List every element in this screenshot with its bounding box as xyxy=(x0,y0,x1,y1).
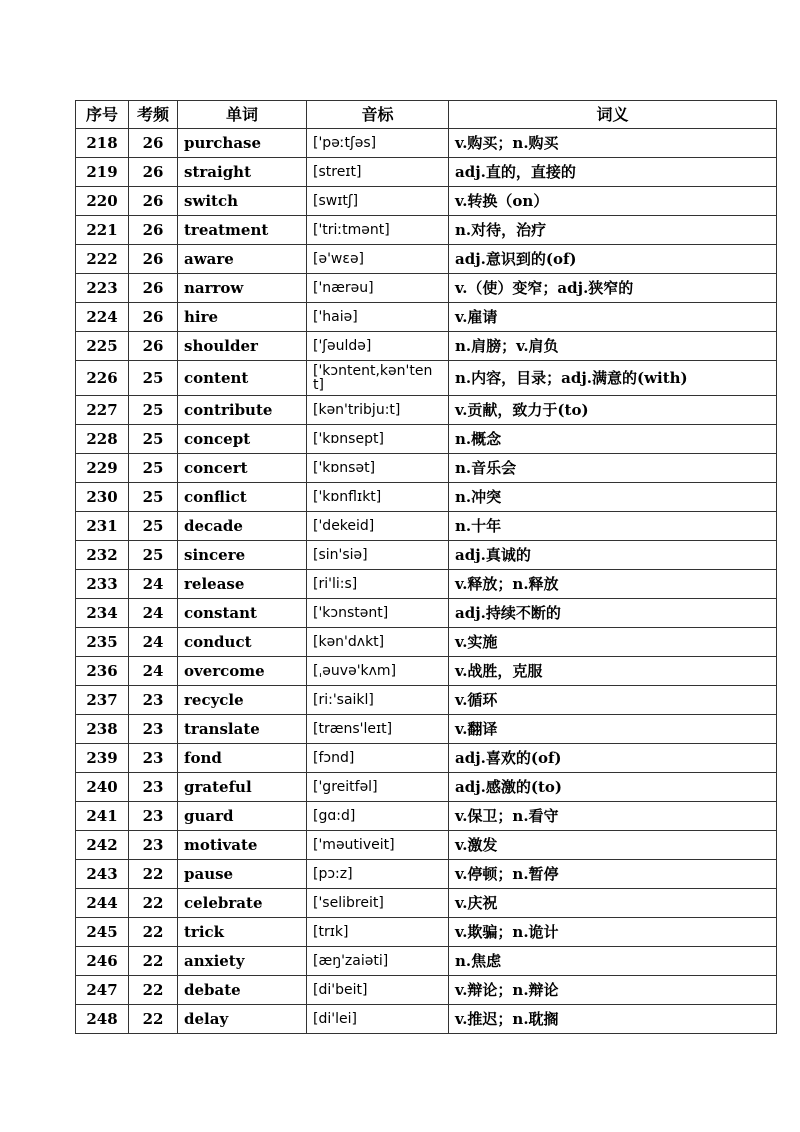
cell-word: release xyxy=(178,570,307,599)
cell-freq: 23 xyxy=(129,773,178,802)
cell-ipa: [kən'dʌkt] xyxy=(307,628,449,657)
table-row xyxy=(76,425,777,454)
cell-word: constant xyxy=(178,599,307,628)
table-row xyxy=(76,396,777,425)
cell-freq: 24 xyxy=(129,570,178,599)
cell-ipa: ['pəːtʃəs] xyxy=(307,129,449,158)
cell-num: 229 xyxy=(76,454,129,483)
cell-ipa: [di'beit] xyxy=(307,976,449,1005)
cell-word: motivate xyxy=(178,831,307,860)
table-row xyxy=(76,129,777,158)
header-ipa: 音标 xyxy=(307,101,449,129)
cell-freq: 25 xyxy=(129,483,178,512)
cell-ipa: [ˌəuvə'kʌm] xyxy=(307,657,449,686)
cell-num: 227 xyxy=(76,396,129,425)
cell-freq: 26 xyxy=(129,245,178,274)
cell-freq: 22 xyxy=(129,860,178,889)
cell-word: content xyxy=(178,361,307,396)
table-row xyxy=(76,860,777,889)
cell-freq: 26 xyxy=(129,332,178,361)
table-row xyxy=(76,454,777,483)
table-row xyxy=(76,570,777,599)
cell-meaning: n.十年 xyxy=(449,512,777,541)
cell-freq: 26 xyxy=(129,158,178,187)
table-header xyxy=(76,101,777,129)
cell-num: 246 xyxy=(76,947,129,976)
cell-num: 234 xyxy=(76,599,129,628)
cell-meaning: n.内容，目录；adj.满意的(with) xyxy=(449,361,777,396)
table-row xyxy=(76,361,777,396)
cell-freq: 22 xyxy=(129,889,178,918)
cell-meaning: v.实施 xyxy=(449,628,777,657)
cell-num: 223 xyxy=(76,274,129,303)
cell-ipa: [ə'wɛə] xyxy=(307,245,449,274)
cell-num: 221 xyxy=(76,216,129,245)
cell-word: debate xyxy=(178,976,307,1005)
table-row xyxy=(76,715,777,744)
cell-word: grateful xyxy=(178,773,307,802)
cell-meaning: v.激发 xyxy=(449,831,777,860)
table-row xyxy=(76,332,777,361)
cell-freq: 24 xyxy=(129,657,178,686)
cell-meaning: n.肩膀；v.肩负 xyxy=(449,332,777,361)
cell-num: 230 xyxy=(76,483,129,512)
header-num: 序号 xyxy=(76,101,129,129)
cell-freq: 24 xyxy=(129,628,178,657)
table-row xyxy=(76,303,777,332)
cell-word: overcome xyxy=(178,657,307,686)
table-body xyxy=(76,129,777,1034)
cell-freq: 26 xyxy=(129,216,178,245)
cell-ipa: ['kɔnstənt] xyxy=(307,599,449,628)
cell-num: 243 xyxy=(76,860,129,889)
cell-num: 236 xyxy=(76,657,129,686)
cell-word: aware xyxy=(178,245,307,274)
cell-meaning: v.翻译 xyxy=(449,715,777,744)
cell-num: 226 xyxy=(76,361,129,396)
cell-num: 220 xyxy=(76,187,129,216)
cell-word: conflict xyxy=(178,483,307,512)
cell-meaning: adj.意识到的(of) xyxy=(449,245,777,274)
cell-freq: 23 xyxy=(129,802,178,831)
cell-ipa: ['məutiveit] xyxy=(307,831,449,860)
cell-ipa: ['kɒnsept] xyxy=(307,425,449,454)
cell-meaning: v.辩论；n.辩论 xyxy=(449,976,777,1005)
table-row xyxy=(76,947,777,976)
cell-freq: 26 xyxy=(129,187,178,216)
cell-ipa: [di'lei] xyxy=(307,1005,449,1034)
cell-freq: 22 xyxy=(129,947,178,976)
table-row xyxy=(76,918,777,947)
cell-freq: 23 xyxy=(129,744,178,773)
cell-word: celebrate xyxy=(178,889,307,918)
cell-ipa: [pɔ:z] xyxy=(307,860,449,889)
table-row xyxy=(76,216,777,245)
cell-freq: 22 xyxy=(129,918,178,947)
header-freq: 考频 xyxy=(129,101,178,129)
table-row xyxy=(76,1005,777,1034)
cell-word: guard xyxy=(178,802,307,831)
cell-word: purchase xyxy=(178,129,307,158)
cell-word: switch xyxy=(178,187,307,216)
cell-freq: 25 xyxy=(129,396,178,425)
vocabulary-table xyxy=(75,100,777,1034)
cell-ipa: ['kɒnsət] xyxy=(307,454,449,483)
cell-meaning: v.雇请 xyxy=(449,303,777,332)
cell-freq: 22 xyxy=(129,976,178,1005)
cell-ipa: ['kɒnflɪkt] xyxy=(307,483,449,512)
cell-word: contribute xyxy=(178,396,307,425)
cell-num: 244 xyxy=(76,889,129,918)
cell-meaning: n.焦虑 xyxy=(449,947,777,976)
table-row xyxy=(76,483,777,512)
cell-word: treatment xyxy=(178,216,307,245)
cell-meaning: v.停顿；n.暂停 xyxy=(449,860,777,889)
cell-freq: 26 xyxy=(129,274,178,303)
cell-meaning: v.贡献，致力于(to) xyxy=(449,396,777,425)
cell-meaning: v.战胜，克服 xyxy=(449,657,777,686)
cell-num: 247 xyxy=(76,976,129,1005)
header-row xyxy=(76,101,777,129)
cell-meaning: v.转换（on） xyxy=(449,187,777,216)
cell-ipa: ['dekeid] xyxy=(307,512,449,541)
cell-word: pause xyxy=(178,860,307,889)
cell-freq: 26 xyxy=(129,303,178,332)
cell-meaning: v.（使）变窄；adj.狭窄的 xyxy=(449,274,777,303)
cell-num: 228 xyxy=(76,425,129,454)
table-row xyxy=(76,512,777,541)
cell-ipa: ['greitfəl] xyxy=(307,773,449,802)
cell-ipa: ['kɔntent,kən'tent] xyxy=(307,361,449,396)
cell-num: 222 xyxy=(76,245,129,274)
cell-ipa: [træns'leɪt] xyxy=(307,715,449,744)
cell-num: 235 xyxy=(76,628,129,657)
cell-freq: 22 xyxy=(129,1005,178,1034)
table-row xyxy=(76,628,777,657)
cell-num: 241 xyxy=(76,802,129,831)
cell-meaning: v.庆祝 xyxy=(449,889,777,918)
table-row xyxy=(76,187,777,216)
cell-num: 240 xyxy=(76,773,129,802)
cell-meaning: adj.直的，直接的 xyxy=(449,158,777,187)
cell-meaning: v.释放；n.释放 xyxy=(449,570,777,599)
cell-ipa: [kən'tribju:t] xyxy=(307,396,449,425)
cell-ipa: [æŋ'zaiəti] xyxy=(307,947,449,976)
cell-word: sincere xyxy=(178,541,307,570)
cell-word: concert xyxy=(178,454,307,483)
cell-num: 233 xyxy=(76,570,129,599)
cell-word: fond xyxy=(178,744,307,773)
header-meaning: 词义 xyxy=(449,101,777,129)
table-row xyxy=(76,274,777,303)
table-row xyxy=(76,158,777,187)
cell-meaning: v.循环 xyxy=(449,686,777,715)
cell-meaning: v.推迟；n.耽搁 xyxy=(449,1005,777,1034)
cell-ipa: [fɔnd] xyxy=(307,744,449,773)
cell-freq: 23 xyxy=(129,715,178,744)
cell-meaning: adj.真诚的 xyxy=(449,541,777,570)
cell-ipa: ['haiə] xyxy=(307,303,449,332)
cell-word: conduct xyxy=(178,628,307,657)
cell-word: hire xyxy=(178,303,307,332)
cell-num: 232 xyxy=(76,541,129,570)
cell-num: 238 xyxy=(76,715,129,744)
table-row xyxy=(76,686,777,715)
cell-word: shoulder xyxy=(178,332,307,361)
cell-meaning: n.概念 xyxy=(449,425,777,454)
cell-freq: 25 xyxy=(129,512,178,541)
table-row xyxy=(76,657,777,686)
cell-meaning: adj.持续不断的 xyxy=(449,599,777,628)
cell-word: straight xyxy=(178,158,307,187)
cell-freq: 25 xyxy=(129,541,178,570)
table-row xyxy=(76,599,777,628)
cell-freq: 25 xyxy=(129,425,178,454)
table-row xyxy=(76,541,777,570)
cell-word: concept xyxy=(178,425,307,454)
cell-ipa: ['selibreit] xyxy=(307,889,449,918)
cell-meaning: v.欺骗；n.诡计 xyxy=(449,918,777,947)
cell-ipa: [streɪt] xyxy=(307,158,449,187)
cell-num: 242 xyxy=(76,831,129,860)
cell-meaning: adj.喜欢的(of) xyxy=(449,744,777,773)
cell-freq: 23 xyxy=(129,831,178,860)
cell-num: 224 xyxy=(76,303,129,332)
cell-freq: 25 xyxy=(129,361,178,396)
cell-num: 248 xyxy=(76,1005,129,1034)
cell-num: 239 xyxy=(76,744,129,773)
cell-freq: 26 xyxy=(129,129,178,158)
cell-meaning: n.对待，治疗 xyxy=(449,216,777,245)
cell-word: recycle xyxy=(178,686,307,715)
cell-ipa: ['ʃəuldə] xyxy=(307,332,449,361)
cell-num: 219 xyxy=(76,158,129,187)
cell-freq: 25 xyxy=(129,454,178,483)
cell-word: decade xyxy=(178,512,307,541)
cell-word: anxiety xyxy=(178,947,307,976)
cell-ipa: ['nærəu] xyxy=(307,274,449,303)
cell-ipa: ['triːtmənt] xyxy=(307,216,449,245)
header-word: 单词 xyxy=(178,101,307,129)
table-row xyxy=(76,976,777,1005)
cell-word: narrow xyxy=(178,274,307,303)
cell-meaning: v.保卫；n.看守 xyxy=(449,802,777,831)
cell-num: 231 xyxy=(76,512,129,541)
cell-meaning: n.音乐会 xyxy=(449,454,777,483)
table-row xyxy=(76,773,777,802)
cell-meaning: v.购买；n.购买 xyxy=(449,129,777,158)
cell-freq: 24 xyxy=(129,599,178,628)
cell-num: 245 xyxy=(76,918,129,947)
cell-word: delay xyxy=(178,1005,307,1034)
cell-word: trick xyxy=(178,918,307,947)
table-row xyxy=(76,889,777,918)
cell-word: translate xyxy=(178,715,307,744)
cell-num: 237 xyxy=(76,686,129,715)
table-row xyxy=(76,831,777,860)
cell-meaning: adj.感激的(to) xyxy=(449,773,777,802)
table-row xyxy=(76,802,777,831)
cell-ipa: [gɑ:d] xyxy=(307,802,449,831)
cell-freq: 23 xyxy=(129,686,178,715)
cell-ipa: [swɪtʃ] xyxy=(307,187,449,216)
cell-ipa: [sin'siə] xyxy=(307,541,449,570)
cell-ipa: [ri'li:s] xyxy=(307,570,449,599)
cell-ipa: [trɪk] xyxy=(307,918,449,947)
cell-ipa: [ri:'saikl] xyxy=(307,686,449,715)
table-row xyxy=(76,245,777,274)
cell-num: 225 xyxy=(76,332,129,361)
table-row xyxy=(76,744,777,773)
cell-num: 218 xyxy=(76,129,129,158)
cell-meaning: n.冲突 xyxy=(449,483,777,512)
